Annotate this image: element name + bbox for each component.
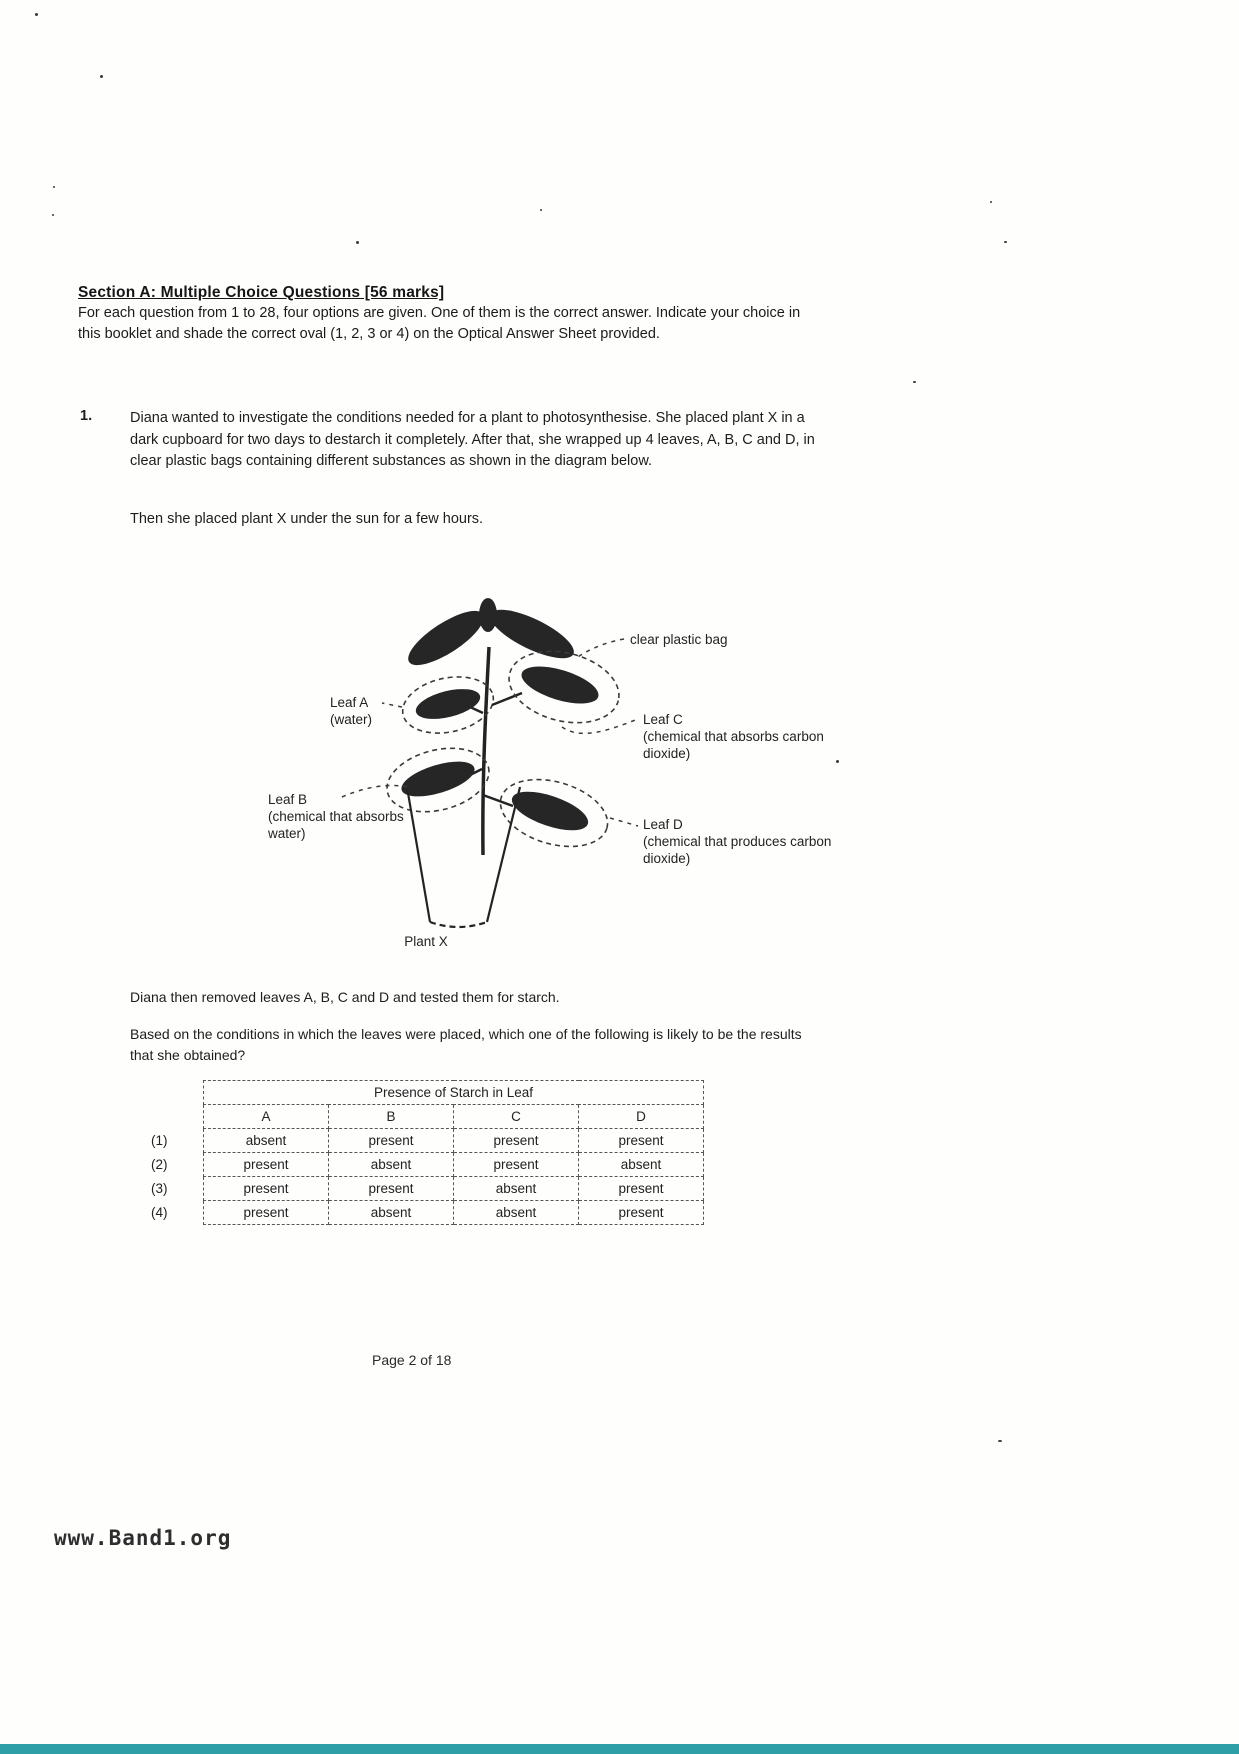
scan-speck bbox=[100, 75, 103, 78]
label-plant-x: Plant X bbox=[404, 934, 448, 949]
leaf-a-desc: (water) bbox=[330, 712, 373, 727]
scan-speck bbox=[52, 214, 54, 216]
scan-speck bbox=[356, 241, 359, 244]
cell-3-d: present bbox=[579, 1177, 704, 1201]
table-header-row bbox=[145, 1105, 704, 1129]
column-header-d: D bbox=[579, 1105, 704, 1129]
section-heading: Section A: Multiple Choice Questions [56 marks] bbox=[78, 284, 445, 301]
leaf-c-desc: (chemical that absorbs carbon dioxide) bbox=[643, 729, 824, 761]
scan-speck bbox=[998, 1440, 1002, 1442]
table-title: Presence of Starch in Leaf bbox=[204, 1081, 704, 1105]
cell-4-a: present bbox=[204, 1201, 329, 1225]
cell-1-a: absent bbox=[204, 1129, 329, 1153]
option-label: (3) bbox=[151, 1181, 168, 1196]
table-spacer-cell bbox=[145, 1105, 204, 1129]
footer-bar bbox=[0, 1744, 1239, 1754]
scan-speck bbox=[35, 13, 38, 16]
leader-leaf-c bbox=[562, 719, 638, 733]
cell-3-c: absent bbox=[454, 1177, 579, 1201]
leaf-b-desc: (chemical that absorbs water) bbox=[268, 809, 404, 841]
leaf-d-and-bag bbox=[483, 768, 615, 858]
label-leaf-b bbox=[268, 791, 406, 842]
question-setup-text: Then she placed plant X under the sun for a few hours. bbox=[130, 511, 484, 527]
cell-1-d: present bbox=[579, 1129, 704, 1153]
option-label: (2) bbox=[151, 1157, 168, 1172]
question-number: 1. bbox=[80, 408, 93, 424]
label-leaf-d bbox=[643, 816, 838, 867]
cell-1-b: present bbox=[329, 1129, 454, 1153]
cell-2-a: present bbox=[204, 1153, 329, 1177]
leaf-b-title: Leaf B bbox=[268, 792, 308, 807]
scan-speck bbox=[990, 201, 992, 203]
label-leaf-c bbox=[643, 711, 828, 762]
table-title-row bbox=[145, 1081, 704, 1105]
table-spacer-cell bbox=[145, 1081, 204, 1105]
question-intro-text: Diana wanted to investigate the conditions needed for a plant to photosynthesise. She placed plant X in a dark cupboard for two days to destarch it completely. After that, she wrapped up 4 leaves, A, B, C and D, in clear plastic bags containing different substances as shown in the diagram below. bbox=[130, 410, 815, 469]
option-label: (4) bbox=[151, 1205, 168, 1220]
cell-2-d: absent bbox=[579, 1153, 704, 1177]
column-header-a: A bbox=[204, 1105, 329, 1129]
cell-2-b: absent bbox=[329, 1153, 454, 1177]
cell-4-d: present bbox=[579, 1201, 704, 1225]
cell-3-a: present bbox=[204, 1177, 329, 1201]
shoot-tip-leaves bbox=[401, 598, 580, 675]
cell-2-c: present bbox=[454, 1153, 579, 1177]
cell-4-c: absent bbox=[454, 1201, 579, 1225]
leader-clear-plastic-bag bbox=[575, 639, 624, 659]
table-row-option-3 bbox=[145, 1177, 704, 1201]
plant-stem bbox=[483, 647, 489, 855]
table-row-option-4 bbox=[145, 1201, 704, 1225]
table-row-option-2 bbox=[145, 1153, 704, 1177]
scan-speck bbox=[53, 186, 55, 188]
scan-speck bbox=[1004, 241, 1007, 243]
leader-leaf-d bbox=[610, 818, 638, 826]
page-number: Page 2 of 18 bbox=[372, 1352, 452, 1368]
label-leaf-a bbox=[330, 694, 440, 728]
option-label: (1) bbox=[151, 1133, 168, 1148]
column-header-c: C bbox=[454, 1105, 579, 1129]
leaf-c-title: Leaf C bbox=[643, 712, 683, 727]
website-watermark: www.Band1.org bbox=[54, 1526, 232, 1550]
question-after-text: Diana then removed leaves A, B, C and D and tested them for starch. bbox=[130, 989, 560, 1005]
question-prompt-text: Based on the conditions in which the leaves were placed, which one of the following is likely to be the results that she obtained? bbox=[130, 1026, 802, 1063]
scan-speck bbox=[913, 381, 916, 383]
plant-pot bbox=[407, 787, 520, 927]
leaf-d-desc: (chemical that produces carbon dioxide) bbox=[643, 834, 832, 866]
leaf-d-title: Leaf D bbox=[643, 817, 683, 832]
scan-speck bbox=[540, 209, 542, 211]
label-clear-plastic-bag: clear plastic bag bbox=[630, 632, 728, 647]
starch-results-table bbox=[145, 1080, 704, 1225]
section-instructions: For each question from 1 to 28, four options are given. One of them is the correct answer. Indicate your choice in this booklet and shade the correct oval (1, 2, 3 or 4) on the Optical Answer Sheet provided. bbox=[78, 305, 801, 342]
cell-3-b: present bbox=[329, 1177, 454, 1201]
cell-1-c: present bbox=[454, 1129, 579, 1153]
cell-4-b: absent bbox=[329, 1201, 454, 1225]
column-header-b: B bbox=[329, 1105, 454, 1129]
table-row-option-1 bbox=[145, 1129, 704, 1153]
leaf-a-title: Leaf A bbox=[330, 695, 369, 710]
